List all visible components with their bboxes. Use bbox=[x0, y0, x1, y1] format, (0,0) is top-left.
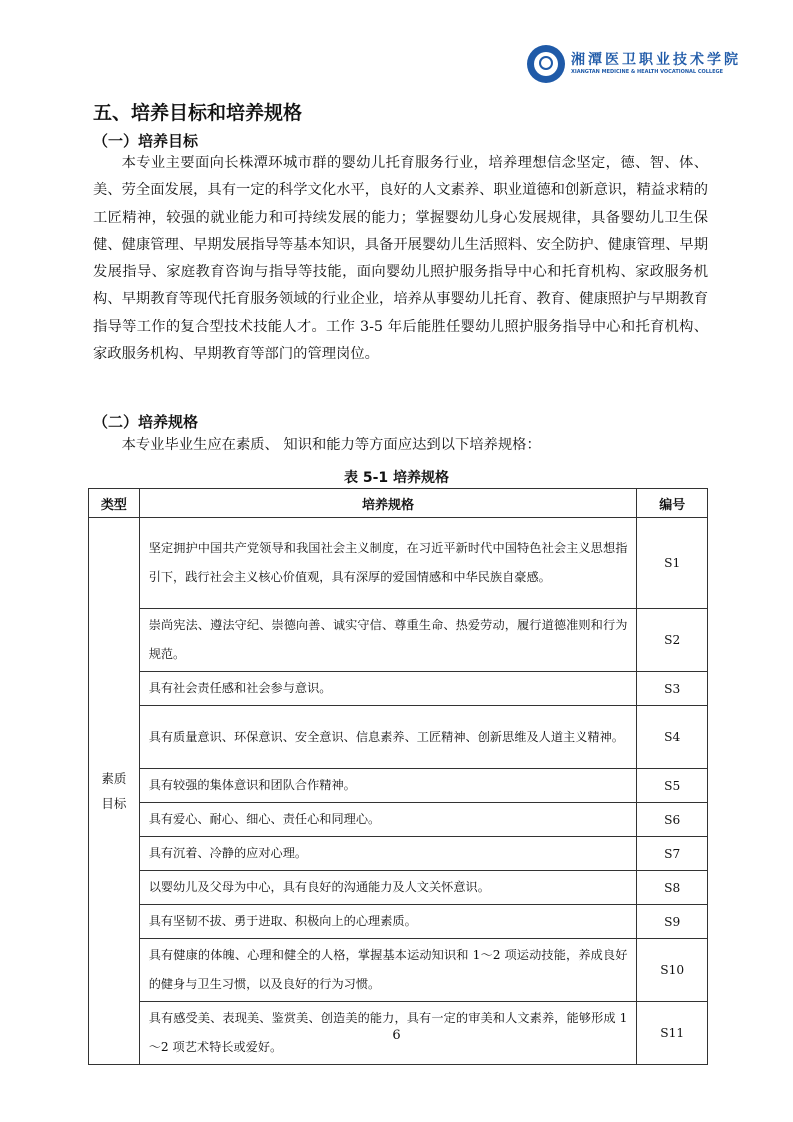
spec-cell: 具有坚韧不拔、勇于进取、积极向上的心理素质。 bbox=[139, 905, 637, 939]
code-cell: S5 bbox=[637, 769, 708, 803]
code-cell: S7 bbox=[637, 837, 708, 871]
spec-cell: 崇尚宪法、遵法守纪、崇德向善、诚实守信、尊重生命、热爱劳动，履行道德准则和行为规范。 bbox=[139, 609, 637, 672]
code-cell: S1 bbox=[637, 518, 708, 609]
table-caption: 表 5-1 培养规格 bbox=[343, 470, 450, 486]
table-row bbox=[89, 803, 708, 837]
objectives-paragraph: 本专业主要面向长株潭环城市群的婴幼儿托育服务行业，培养理想信念坚定，德、智、体、美、劳全面发展，具有一定的科学文化水平，良好的人文素养、职业道德和创新意识，精益求精的工匠精神，较强的就业能力和可持续发展的能力；掌握婴幼儿身心发展规律，具备婴幼儿卫生保健、健康管理、早期发展指导等基本知识，具备开展婴幼儿生活照料、安全防护、健康管理、早期发展指导、家庭教育咨询与指导等技能，面向婴幼儿照护服务指导中心和托育机构、家政服务机构、早期教育等现代托育服务领域的行业企业，培养从事婴幼儿托育、教育、健康照护与早期教育指导等工作的复合型技术技能人才。工作 3-5 年后能胜任婴幼儿照护服务指导中心和托育机构、家政服务机构、早期教育等部门的管理岗位。 bbox=[93, 155, 708, 363]
spec-cell: 具有质量意识、环保意识、安全意识、信息素养、工匠精神、创新思维及人道主义精神。 bbox=[139, 706, 637, 769]
subsection-title-specifications: （二）培养规格 bbox=[93, 413, 199, 431]
table-row bbox=[89, 706, 708, 769]
table-header-row bbox=[89, 489, 708, 518]
table-row bbox=[89, 905, 708, 939]
table-row bbox=[89, 871, 708, 905]
spec-cell: 以婴幼儿及父母为中心，具有良好的沟通能力及人文关怀意识。 bbox=[139, 871, 637, 905]
college-logo bbox=[527, 44, 757, 84]
table-row bbox=[89, 672, 708, 706]
college-name bbox=[571, 52, 741, 76]
table-row bbox=[89, 939, 708, 1002]
subsection-title-objectives: （一）培养目标 bbox=[93, 132, 199, 150]
table-row bbox=[89, 769, 708, 803]
specifications-table bbox=[88, 488, 708, 1065]
category-cell: 素质 目标 bbox=[89, 518, 140, 1065]
spec-cell: 坚定拥护中国共产党领导和我国社会主义制度，在习近平新时代中国特色社会主义思想指引下，践行社会主义核心价值观，具有深厚的爱国情感和中华民族自豪感。 bbox=[139, 518, 637, 609]
spec-cell: 具有社会责任感和社会参与意识。 bbox=[139, 672, 637, 706]
table-row bbox=[89, 609, 708, 672]
spec-cell: 具有沉着、冷静的应对心理。 bbox=[139, 837, 637, 871]
code-cell: S6 bbox=[637, 803, 708, 837]
header-type: 类型 bbox=[89, 489, 140, 518]
code-cell: S4 bbox=[637, 706, 708, 769]
college-emblem-icon bbox=[527, 45, 565, 83]
code-cell: S8 bbox=[637, 871, 708, 905]
code-cell: S2 bbox=[637, 609, 708, 672]
code-cell: S9 bbox=[637, 905, 708, 939]
section-title: 五、培养目标和培养规格 bbox=[93, 102, 303, 124]
code-cell: S3 bbox=[637, 672, 708, 706]
header-code: 编号 bbox=[637, 489, 708, 518]
page-number: 6 bbox=[392, 1028, 401, 1043]
header-spec: 培养规格 bbox=[139, 489, 637, 518]
college-name-en: XIANGTAN MEDICINE & HEALTH VOCATIONAL COLLEGE bbox=[571, 69, 724, 75]
spec-cell: 具有感受美、表现美、鉴赏美、创造美的能力，具有一定的审美和人文素养，能够形成 1～2 项艺术特长或爱好。 bbox=[139, 1002, 637, 1065]
spec-cell: 具有较强的集体意识和团队合作精神。 bbox=[139, 769, 637, 803]
code-cell: S11 bbox=[637, 1002, 708, 1065]
specifications-intro: 本专业毕业生应在素质、 知识和能力等方面应达到以下培养规格： bbox=[121, 437, 541, 453]
college-name-cn: 湘潭医卫职业技术学院 bbox=[571, 52, 741, 68]
table-row bbox=[89, 518, 708, 609]
code-cell: S10 bbox=[637, 939, 708, 1002]
spec-cell: 具有健康的体魄、心理和健全的人格，掌握基本运动知识和 1～2 项运动技能，养成良好的健身与卫生习惯，以及良好的行为习惯。 bbox=[139, 939, 637, 1002]
spec-cell: 具有爱心、耐心、细心、责任心和同理心。 bbox=[139, 803, 637, 837]
table-row bbox=[89, 837, 708, 871]
